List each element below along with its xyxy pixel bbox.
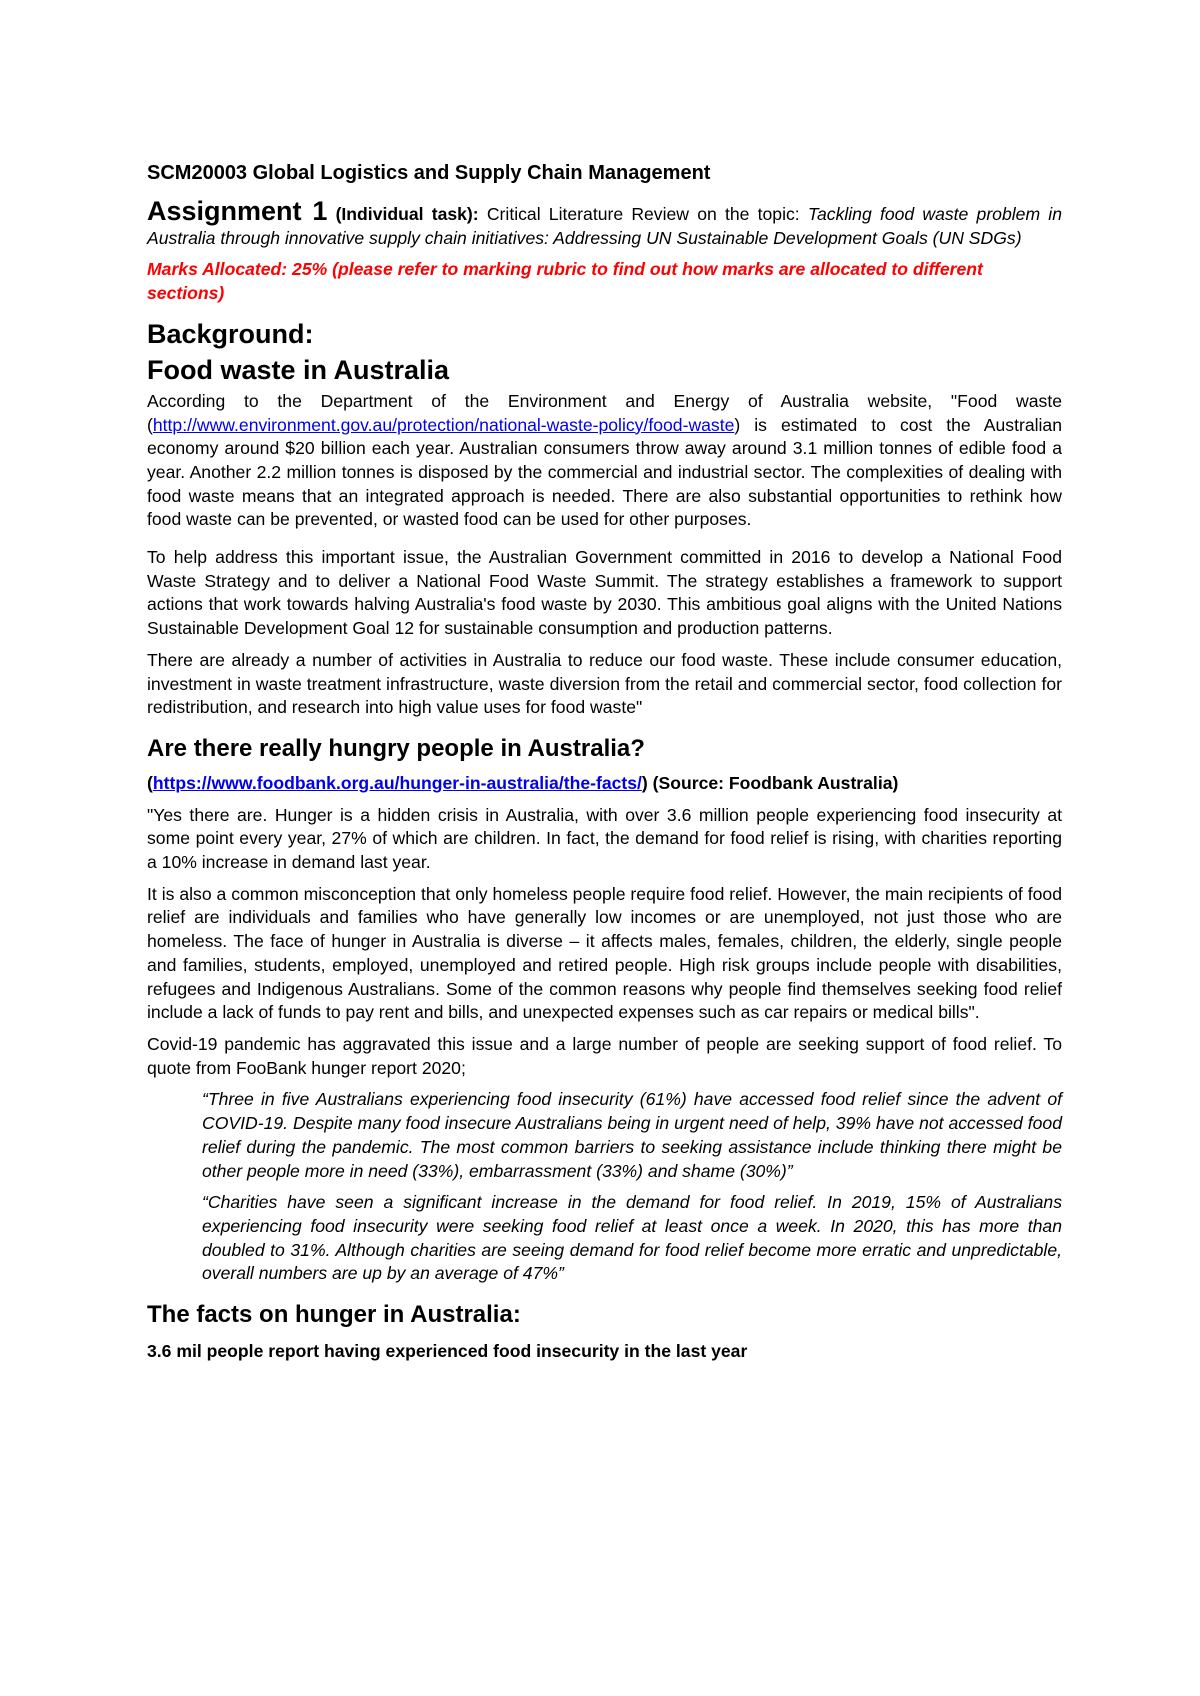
para1-post: ) is estimated to cost the Australian economy around $20 billion each year. Australian consumers throw away around 3.1 million tonnes of edible food a year. Another 2.2 million tonnes is disposed by the commercial and industrial sector. The complexities of dealing with food waste means that an integrated approach is needed. There are also substantial opportunities to rethink how food waste can be prevented, or wasted food can be used for other purposes.	[147, 414, 1062, 530]
source-close: ) (Source: Foodbank Australia)	[641, 772, 899, 793]
source-open: (	[147, 772, 153, 793]
foodbank-link[interactable]: https://www.foodbank.org.au/hunger-in-australia/the-facts/	[152, 772, 642, 793]
facts-heading: The facts on hunger in Australia:	[147, 1301, 521, 1329]
assignment-topic: Tackling food waste problem in Australia through innovative supply chain initiatives: Addressing UN Sustainable Development Goals (UN SDGs)	[147, 204, 1062, 248]
course-title: SCM20003 Global Logistics and Supply Chain Management	[147, 162, 711, 184]
para1-pre: According to the Department of the Environment and Energy of Australia website, "Food waste (	[147, 390, 1062, 435]
document-body	[147, 160, 1062, 1364]
hunger-paragraph-1: "Yes there are. Hunger is a hidden crisis in Australia, with over 3.6 million people experiencing food insecurity at some point every year, 27% of which are children. In fact, the demand for food relief is rising, with charities reporting a 10% increase in demand last year.	[147, 804, 1062, 873]
hunger-paragraph-3: Covid-19 pandemic has aggravated this issue and a large number of people are seeking support of food relief. To quote from FooBank hunger report 2020;	[147, 1033, 1062, 1078]
background-paragraph-1	[147, 390, 1062, 532]
hunger-paragraph-2: It is also a common misconception that only homeless people require food relief. However, the main recipients of food relief are individuals and families who have generally low incomes or are unemployed, not just those who are homeless. The face of hunger in Australia is diverse – it affects males, females, children, the elderly, single people and families, students, employed, unemployed and retired people. High risk groups include people with disabilities, refugees and Indigenous Australians. Some of the common reasons why people find themselves seeking food relief include a lack of funds to pay rent and bills, and unexpected expenses such as car repairs or medical bills".	[147, 883, 1062, 1023]
background-paragraph-3: There are already a number of activities in Australia to reduce our food waste. These include consumer education, investment in waste treatment infrastructure, waste diversion from the retail and commercial sector, food collection for redistribution, and research into high value uses for food waste"	[147, 649, 1062, 718]
background-paragraph-2: To help address this important issue, the Australian Government committed in 2016 to develop a National Food Waste Strategy and to deliver a National Food Waste Summit. The strategy establishes a framework to support actions that work towards halving Australia's food waste by 2030. This ambitious goal aligns with the United Nations Sustainable Development Goal 12 for sustainable consumption and production patterns.	[147, 547, 1062, 639]
assignment-heading	[147, 196, 1062, 250]
assignment-label: Assignment 1	[147, 196, 328, 226]
hunger-source	[147, 772, 1062, 796]
marks-allocated: Marks Allocated: 25% (please refer to marking rubric to find out how marks are allocated to different sections)	[147, 259, 983, 304]
assignment-task-label: (Individual task):	[335, 204, 479, 224]
hunger-heading: Are there really hungry people in Australia?	[147, 734, 645, 762]
environment-gov-link[interactable]: http://www.environment.gov.au/protection/national-waste-policy/food-waste	[152, 414, 735, 435]
background-heading: Background:	[147, 318, 314, 349]
facts-line-1: 3.6 mil people report having experienced food insecurity in the last year	[147, 1341, 748, 1362]
foodbank-quote-1: “Three in five Australians experiencing food insecurity (61%) have accessed food relief since the advent of COVID-19. Despite many food insecure Australians being in urgent need of help, 39% have not accessed food relief during the pandemic. The most common barriers to seeking assistance include thinking there might be other people more in need (33%), embarrassment (33%) and shame (30%)”	[202, 1089, 1062, 1181]
foodbank-quote-2: “Charities have seen a significant increase in the demand for food relief. In 2019, 15% of Australians experiencing food insecurity were seeking food relief at least once a week. In 2020, this has more than doubled to 31%. Although charities are seeing demand for food relief become more erratic and unpredictable, overall numbers are up by an average of 47%”	[202, 1192, 1062, 1284]
assignment-topic-intro: Critical Literature Review on the topic:	[478, 204, 808, 224]
food-waste-heading: Food waste in Australia	[147, 354, 450, 385]
